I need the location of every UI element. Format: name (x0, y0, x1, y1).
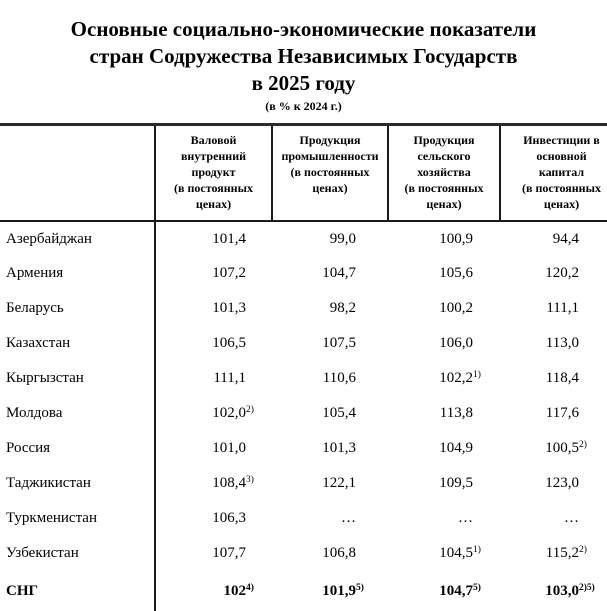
value-cell (272, 466, 388, 501)
table-row-total (0, 571, 607, 611)
value: 118,4 (545, 370, 579, 386)
column-header-line: Инвестиции в (523, 133, 600, 147)
value: 107,5 (322, 335, 356, 351)
table-row (0, 431, 607, 466)
value-cell (155, 501, 272, 536)
row-label: СНГ (6, 582, 39, 599)
value-cell (272, 501, 388, 536)
value: 104,9 (439, 440, 473, 456)
table-row (0, 466, 607, 501)
value-cell (388, 396, 500, 431)
value-cell (388, 501, 500, 536)
value: 107,2 (212, 265, 246, 281)
column-header-line: внутренний (180, 149, 247, 163)
column-header-line: (в постоянных (174, 181, 253, 195)
value: 98,2 (329, 300, 356, 316)
value-cell (388, 291, 500, 326)
value-cell (388, 256, 500, 291)
value: 117,6 (545, 405, 579, 421)
value: 105,6 (439, 265, 473, 281)
column-header-line: промышленности (281, 149, 379, 163)
value-cell (500, 291, 607, 326)
column-header-line: Валовой (190, 133, 237, 147)
value-cell (155, 536, 272, 571)
value: 106,8 (322, 545, 356, 561)
column-header-line: хозяйства (417, 165, 471, 179)
table-row (0, 536, 607, 571)
value-cell (155, 361, 272, 396)
value: 120,2 (545, 265, 579, 281)
value: 101,3 (212, 300, 246, 316)
column-header-line: основной (536, 149, 587, 163)
value-cell (272, 396, 388, 431)
column-header-line: ценах) (426, 197, 462, 211)
row-label: Таджикистан (6, 475, 91, 491)
row-label: Кыргызстан (6, 370, 84, 386)
value-cell (388, 221, 500, 256)
value-cell (272, 536, 388, 571)
value: 101,0 (212, 440, 246, 456)
value: 107,7 (212, 545, 246, 561)
row-label: Молдова (6, 405, 63, 421)
column-header-agriculture (388, 125, 500, 222)
table-row (0, 396, 607, 431)
value-cell (155, 326, 272, 361)
title-line: Основные социально-экономические показатели (70, 17, 537, 41)
value-cell: 104,7$^{5)}$ (439, 582, 481, 599)
column-header-industry (272, 125, 388, 222)
value: 110,6 (322, 370, 356, 386)
value: 111,1 (546, 300, 579, 316)
value: 113,0 (545, 335, 579, 351)
value: 104,7 (322, 265, 356, 281)
value: 113,8 (439, 405, 473, 421)
table-row (0, 326, 607, 361)
value: 109,5 (439, 475, 473, 491)
row-label: Беларусь (6, 300, 64, 316)
column-header-line: ценах) (312, 181, 348, 195)
value-cell (272, 431, 388, 466)
value: 108,4 (212, 475, 246, 491)
table-row (0, 221, 607, 256)
column-header-line: сельского (417, 149, 471, 163)
column-header-line: ценах) (195, 197, 232, 211)
header-row (0, 125, 607, 222)
value-cell (272, 256, 388, 291)
value: 115,2 (545, 545, 579, 561)
value-cell (500, 396, 607, 431)
value-cell (155, 431, 272, 466)
title-line: стран Содружества Независимых Государств (89, 44, 518, 68)
value: 106,3 (212, 510, 246, 526)
value-cell: $103,0^{2)5)}$ (545, 582, 595, 599)
value-cell: 102,2$^{1)}$ (439, 370, 481, 386)
value: 123,0 (545, 475, 579, 491)
value: … (341, 510, 356, 526)
value: 100,5 (545, 440, 579, 456)
title-subtitle: (в % к 2024 г.) (265, 99, 342, 113)
indicators-table (0, 123, 607, 611)
value-cell (272, 361, 388, 396)
value: … (564, 510, 579, 526)
value-cell (500, 256, 607, 291)
value-cell (155, 256, 272, 291)
value-cell (388, 466, 500, 501)
value: … (458, 510, 473, 526)
value-cell: 104,5$^{1)}$ (439, 545, 481, 561)
column-header-line: ценах) (543, 197, 580, 211)
title-line: в 2025 году (251, 71, 356, 95)
table-row (0, 291, 607, 326)
value-cell: 100,5$^{2)}$ (545, 440, 587, 456)
value: 94,4 (552, 230, 579, 247)
row-label: Армения (6, 265, 64, 281)
value-cell: 102$^{4)}$ (155, 571, 272, 611)
table-row (0, 256, 607, 291)
column-header-line: (в постоянных (290, 165, 370, 179)
value: 101,4 (212, 230, 246, 247)
column-header-line: капитал (538, 165, 585, 179)
value-cell: 108,4$^{3)}$ (155, 466, 272, 501)
value: 106,0 (439, 335, 473, 351)
value: 102 (223, 582, 246, 599)
page-title (0, 16, 607, 97)
value-cell (388, 431, 500, 466)
value-cell: 102,0$^{2)}$ (155, 396, 272, 431)
value: 104,5 (439, 545, 473, 561)
value: 103,0 (545, 582, 579, 599)
value-cell (500, 361, 607, 396)
column-header-gdp (155, 125, 272, 222)
value-cell (500, 466, 607, 501)
value-cell (272, 221, 388, 256)
column-header-line: Продукция (413, 133, 475, 147)
value-cell: 101,9$^{5)}$ (322, 582, 364, 599)
value-cell (500, 221, 607, 256)
value: 102,0 (212, 405, 246, 421)
column-header-investment (500, 125, 607, 222)
column-header-line: (в постоянных (522, 181, 601, 195)
column-header-line: Продукция (299, 133, 361, 147)
value: 122,1 (322, 475, 356, 491)
value: 100,9 (439, 230, 473, 247)
value: 101,3 (322, 440, 356, 456)
table-row (0, 361, 607, 396)
value-cell (388, 326, 500, 361)
value: 102,2 (439, 370, 473, 386)
value: 101,9 (322, 582, 356, 599)
row-label: Казахстан (6, 335, 71, 351)
value: 99,0 (329, 230, 356, 247)
value: 100,2 (439, 300, 473, 316)
row-label: Россия (6, 440, 51, 456)
corner-cell (0, 125, 155, 222)
value: 111,1 (213, 370, 246, 386)
column-header-line: (в постоянных (404, 181, 484, 195)
value: 104,7 (439, 582, 473, 599)
value: 105,4 (322, 405, 356, 421)
column-header-line: продукт (191, 165, 236, 179)
row-label: Туркменистан (6, 510, 97, 526)
value-cell (155, 221, 272, 256)
value-cell (500, 326, 607, 361)
value-cell: 115,2$^{2)}$ (545, 545, 587, 561)
row-label: Азербайджан (6, 230, 92, 247)
table-row (0, 501, 607, 536)
value: 106,5 (212, 335, 246, 351)
value-cell (500, 501, 607, 536)
value-cell (155, 291, 272, 326)
value-cell (272, 326, 388, 361)
row-label: Узбекистан (6, 545, 79, 561)
value-cell (272, 291, 388, 326)
